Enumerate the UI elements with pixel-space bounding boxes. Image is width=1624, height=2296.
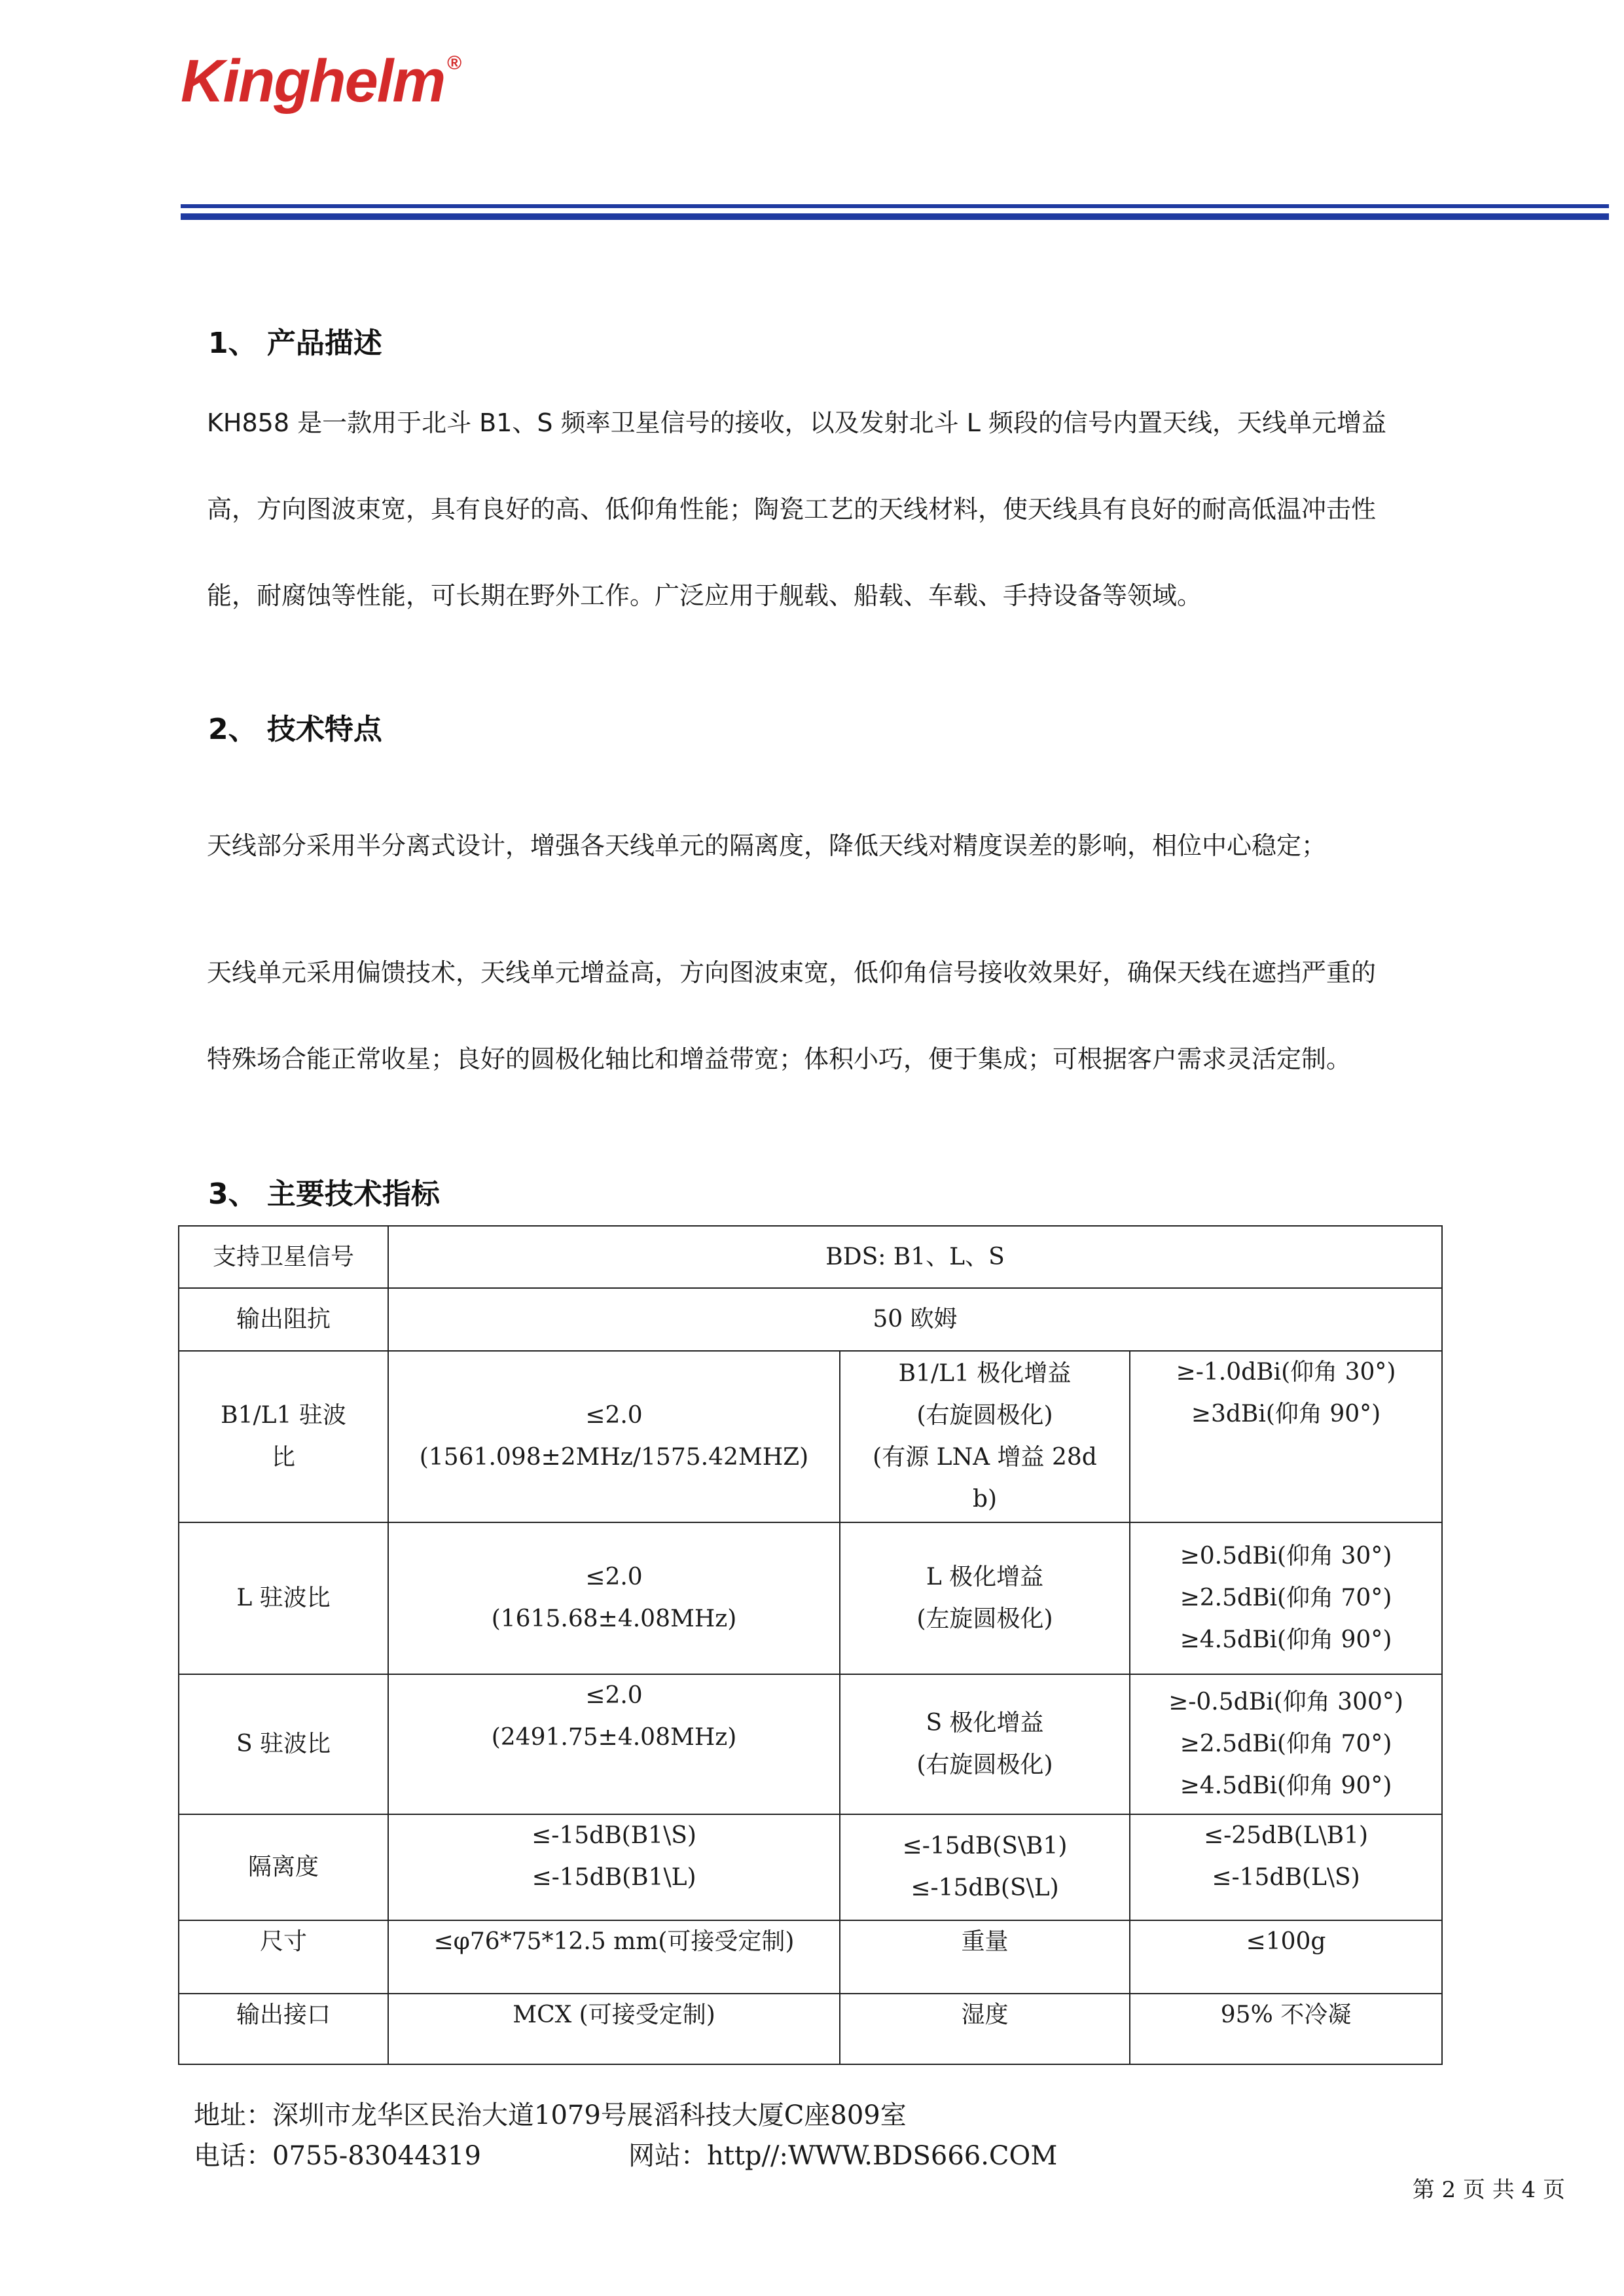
- table-cell: L 驻波比: [179, 1522, 388, 1674]
- cell-line: ≥-0.5dBi(仰角 300°): [1168, 1689, 1403, 1715]
- cell-line: ≤2.0: [585, 1402, 643, 1429]
- table-cell: 尺寸: [179, 1920, 388, 1994]
- table-row: [179, 1288, 1442, 1351]
- table-cell: 支持卫星信号: [179, 1226, 388, 1288]
- table-row: [179, 1226, 1442, 1288]
- table-cell: 输出接口: [179, 1994, 388, 2064]
- table-cell: [388, 1814, 840, 1920]
- footer-address: 地址：深圳市龙华区民治大道1079号展滔科技大厦C座809室: [194, 2100, 907, 2130]
- table-row: [179, 1920, 1442, 1994]
- cell-line: L 极化增益: [926, 1564, 1044, 1590]
- table-cell: 95% 不冷凝: [1130, 1994, 1442, 2064]
- specifications-table: [178, 1225, 1443, 2065]
- cell-line: ≤2.0: [585, 1682, 643, 1709]
- cell-line: b): [972, 1486, 998, 1513]
- cell-line: (右旋圆极化): [916, 1751, 1053, 1778]
- table-cell: 输出阻抗: [179, 1288, 388, 1351]
- table-cell: [840, 1814, 1130, 1920]
- table-cell: BDS: B1、L、S: [388, 1226, 1442, 1288]
- table-cell: 湿度: [840, 1994, 1130, 2064]
- table-cell: MCX (可接受定制): [388, 1994, 840, 2064]
- paragraph-line: KH858 是一款用于北斗 B1、S 频率卫星信号的接收，以及发射北斗 L 频段的信号内置天线，天线单元增益: [207, 408, 1386, 437]
- cell-line: ≥4.5dBi(仰角 90°): [1180, 1626, 1392, 1653]
- cell-line: (有源 LNA 增益 28d: [873, 1444, 1097, 1471]
- paragraph-line: 能，耐腐蚀等性能，可长期在野外工作。广泛应用于舰载、船载、车载、手持设备等领域。: [207, 581, 1202, 610]
- header-rule-thin: [181, 204, 1609, 208]
- table-row: [179, 1351, 1442, 1522]
- table-cell: [179, 1351, 388, 1522]
- paragraph-line: 高，方向图波束宽，具有良好的高、低仰角性能；陶瓷工艺的天线材料，使天线具有良好的耐高低温冲击性: [207, 495, 1377, 524]
- cell-line: ≤2.0: [585, 1564, 643, 1590]
- section-heading-product-description: 1、 产品描述: [208, 327, 382, 360]
- cell-line: S 极化增益: [926, 1710, 1044, 1736]
- cell-line: B1/L1 驻波: [221, 1402, 346, 1429]
- footer-website: 网站：http//:WWW.BDS666.COM: [628, 2141, 1058, 2171]
- cell-line: ≥4.5dBi(仰角 90°): [1180, 1772, 1392, 1799]
- cell-line: ≥3dBi(仰角 90°): [1191, 1401, 1381, 1427]
- features-paragraph-2: [207, 929, 1376, 1102]
- cell-line: ≤-15dB(B1\S): [532, 1822, 696, 1849]
- cell-line: ≥-1.0dBi(仰角 30°): [1176, 1359, 1396, 1386]
- cell-line: ≤-15dB(L\S): [1212, 1864, 1360, 1891]
- table-cell: [840, 1351, 1130, 1522]
- paragraph-line: 特殊场合能正常收星；良好的圆极化轴比和增益带宽；体积小巧，便于集成；可根据客户需求灵活定制。: [207, 1045, 1352, 1073]
- table-row: [179, 1674, 1442, 1814]
- cell-line: ≤-15dB(S\L): [911, 1874, 1059, 1901]
- table-cell: [1130, 1674, 1442, 1814]
- registered-mark: ®: [447, 52, 461, 74]
- table-cell: [1130, 1522, 1442, 1674]
- table-row: [179, 1522, 1442, 1674]
- page-number: 第 2 页 共 4 页: [1412, 2177, 1565, 2203]
- table-cell: 隔离度: [179, 1814, 388, 1920]
- cell-line: (右旋圆极化): [916, 1402, 1053, 1429]
- table-cell: ≤φ76*75*12.5 mm(可接受定制): [388, 1920, 840, 1994]
- table-cell: 重量: [840, 1920, 1130, 1994]
- cell-line: 比: [271, 1444, 295, 1471]
- logo-text: Kinghelm: [181, 48, 445, 115]
- footer-phone: 电话：0755-83044319: [194, 2141, 481, 2171]
- paragraph-line: 天线部分采用半分离式设计，增强各天线单元的隔离度，降低天线对精度误差的影响，相位中心稳定；: [207, 831, 1327, 860]
- section-heading-specifications: 3、 主要技术指标: [208, 1177, 440, 1211]
- cell-line: ≥2.5dBi(仰角 70°): [1180, 1585, 1392, 1611]
- table-row: [179, 1814, 1442, 1920]
- table-row: [179, 1994, 1442, 2064]
- paragraph-line: 天线单元采用偏馈技术，天线单元增益高，方向图波束宽，低仰角信号接收效果好，确保天线在遮挡严重的: [207, 958, 1377, 987]
- cell-line: ≥2.5dBi(仰角 70°): [1180, 1731, 1392, 1757]
- header-rule-thick: [181, 213, 1609, 220]
- table-cell: [1130, 1351, 1442, 1522]
- product-description-paragraph: [207, 380, 1386, 639]
- section-heading-technical-features: 2、 技术特点: [208, 713, 382, 746]
- table-cell: [388, 1522, 840, 1674]
- cell-line: ≤-15dB(B1\L): [532, 1864, 696, 1891]
- table-cell: S 驻波比: [179, 1674, 388, 1814]
- cell-line: B1/L1 极化增益: [898, 1360, 1072, 1387]
- features-paragraph-1: [207, 802, 1326, 889]
- company-logo: [181, 47, 460, 116]
- cell-line: (1561.098±2MHz/1575.42MHZ): [419, 1444, 809, 1471]
- table-cell: [840, 1674, 1130, 1814]
- table-cell: ≤100g: [1130, 1920, 1442, 1994]
- cell-line: ≤-25dB(L\B1): [1203, 1822, 1369, 1849]
- table-cell: [1130, 1814, 1442, 1920]
- table-cell: [840, 1522, 1130, 1674]
- table-cell: [388, 1351, 840, 1522]
- table-cell: 50 欧姆: [388, 1288, 1442, 1351]
- table-cell: [388, 1674, 840, 1814]
- cell-line: (2491.75±4.08MHz): [491, 1724, 737, 1751]
- cell-line: (1615.68±4.08MHz): [491, 1605, 737, 1632]
- cell-line: ≤-15dB(S\B1): [902, 1833, 1068, 1859]
- cell-line: ≥0.5dBi(仰角 30°): [1180, 1543, 1392, 1570]
- cell-line: (左旋圆极化): [916, 1605, 1053, 1632]
